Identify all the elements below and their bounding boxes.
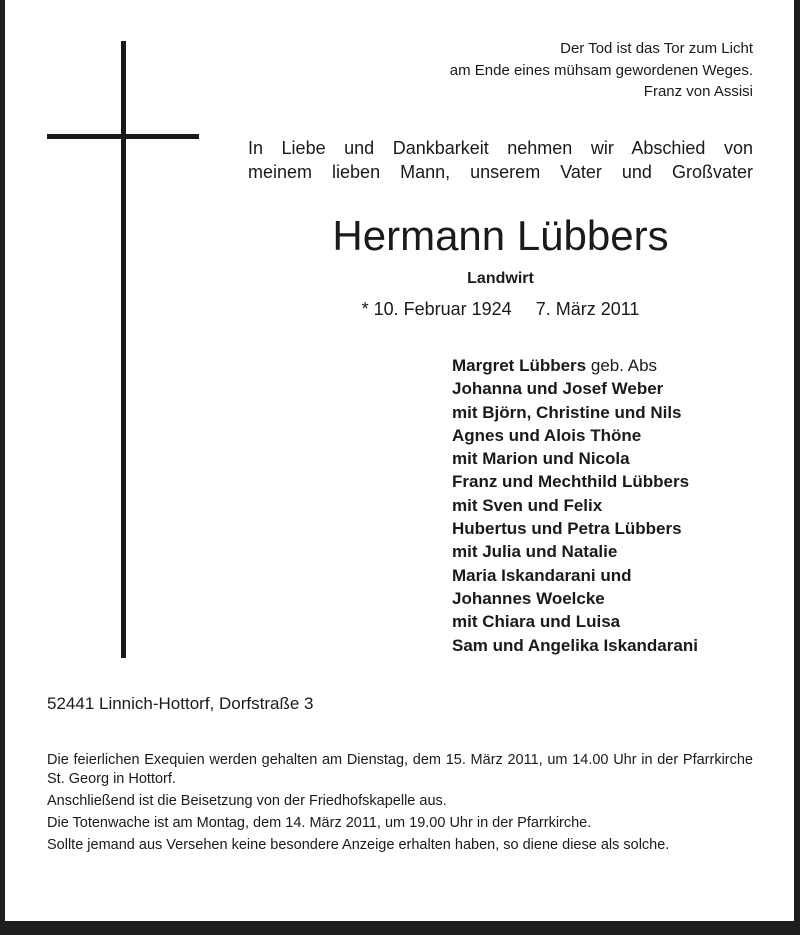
mourner-row: mit Chiara und Luisa bbox=[452, 612, 621, 632]
mourner-row: mit Sven und Felix bbox=[452, 495, 603, 515]
quote-block bbox=[333, 38, 753, 103]
mourner-row: Hubertus und Petra Lübbers bbox=[452, 519, 682, 539]
mourner-row bbox=[452, 354, 772, 377]
quote-author: Franz von Assisi bbox=[643, 83, 753, 100]
mourner-row: Agnes und Alois Thöne bbox=[452, 425, 642, 445]
deceased-name: Hermann Lübbers bbox=[332, 212, 669, 259]
mourners-list bbox=[452, 354, 772, 657]
mourner-name: Margret Lübbers bbox=[452, 356, 587, 375]
service-note: Anschließend ist die Beisetzung von der Friedhofskapelle aus. bbox=[47, 793, 447, 809]
mourner-suffix: geb. Abs bbox=[590, 356, 658, 375]
intro-text bbox=[248, 136, 753, 184]
intro-line: In Liebe und Dankbarkeit nehmen wir Abschied von bbox=[248, 138, 753, 158]
mourner-row: Franz und Mechthild Lübbers bbox=[452, 472, 690, 492]
quote-line: Der Tod ist das Tor zum Licht bbox=[560, 40, 753, 57]
cross-icon-crossbar bbox=[47, 134, 199, 139]
intro-line: meinem lieben Mann, unserem Vater und Großvater bbox=[248, 162, 753, 182]
death-date: 7. März 2011 bbox=[535, 299, 640, 319]
quote-line: am Ende eines mühsam gewordenen Weges. bbox=[449, 61, 753, 79]
mourner-row: Johannes Woelcke bbox=[452, 588, 605, 608]
family-address: 52441 Linnich-Hottorf, Dorfstraße 3 bbox=[47, 694, 314, 713]
mourner-row: Maria Iskandarani und bbox=[452, 565, 632, 585]
mourner-row: mit Marion und Nicola bbox=[452, 449, 630, 469]
mourner-row: mit Björn, Christine und Nils bbox=[452, 402, 682, 422]
service-note: Sollte jemand aus Versehen keine besondere Anzeige erhalten haben, so diene diese als solche. bbox=[47, 837, 670, 853]
service-note: Die feierlichen Exequien werden gehalten am Dienstag, dem 15. März 2011, um 14.00 Uhr in der Pfarrkirche St. Georg in Hottorf. bbox=[47, 752, 753, 787]
service-note: Die Totenwache ist am Montag, dem 14. März 2011, um 19.00 Uhr in der Pfarrkirche. bbox=[47, 815, 592, 831]
life-dates bbox=[248, 297, 753, 321]
birth-date: * 10. Februar 1924 bbox=[361, 299, 512, 319]
service-notes bbox=[47, 751, 753, 858]
mourner-row: Sam und Angelika Iskandarani bbox=[452, 635, 698, 655]
deceased-profession: Landwirt bbox=[467, 270, 534, 287]
mourner-row: mit Julia und Natalie bbox=[452, 542, 618, 562]
mourner-row: Johanna und Josef Weber bbox=[452, 379, 664, 399]
